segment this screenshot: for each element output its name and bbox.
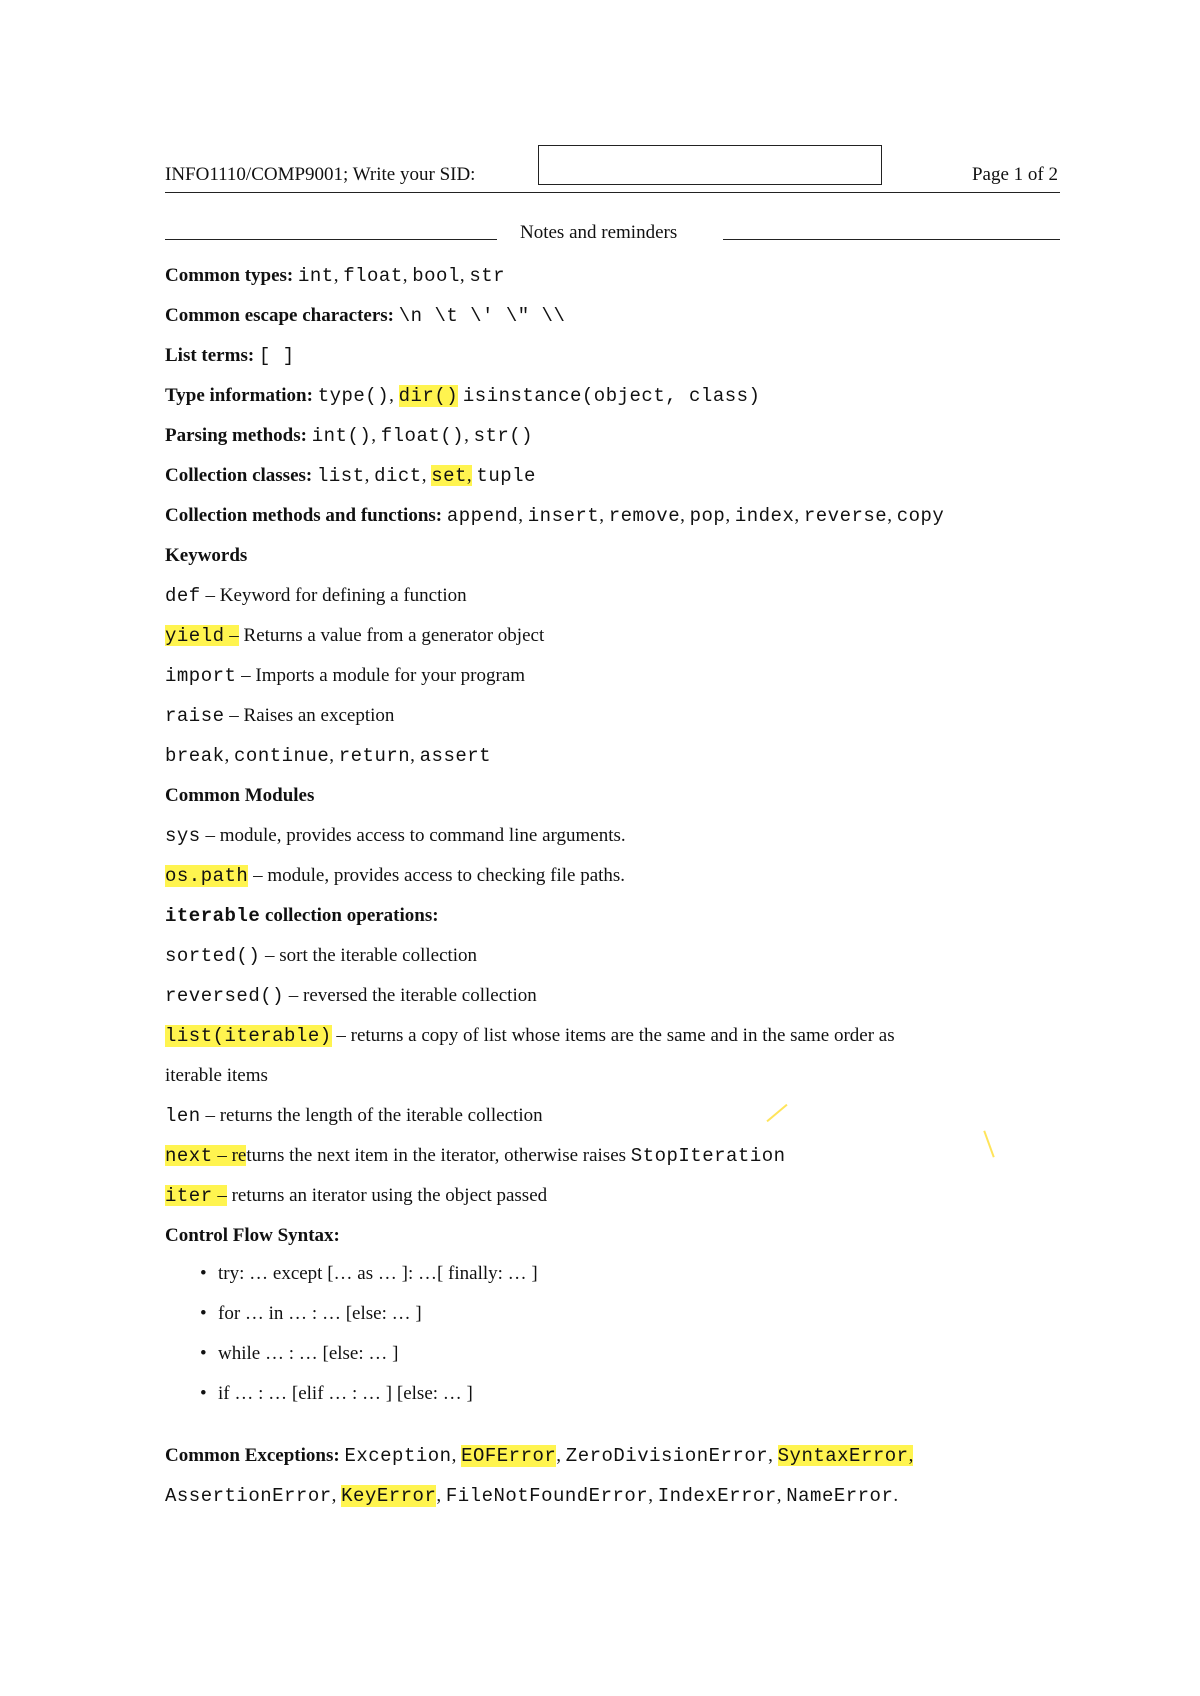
type-info-line: Type information: type(), dir() isinstance(object, class) bbox=[165, 385, 761, 407]
highlighter-stroke bbox=[983, 1131, 994, 1158]
op-sorted-line bbox=[165, 945, 477, 967]
keywords-heading-text: Keywords bbox=[165, 545, 248, 566]
op-next-desc: turns the next item in the iterator, otherwise raises bbox=[246, 1145, 627, 1166]
section-title bbox=[165, 222, 1060, 246]
module-sys-desc: – module, provides access to command line arguments. bbox=[205, 825, 626, 846]
collection-classes-line: Collection classes: list, dict, set, tuple bbox=[165, 465, 536, 487]
op-list-desc-cont: iterable items bbox=[165, 1065, 268, 1086]
module-ospath: os.path bbox=[165, 865, 249, 887]
iterable-heading-text: collection operations: bbox=[264, 905, 439, 926]
section-title-text: Notes and reminders bbox=[520, 222, 678, 243]
op-next-dash: – re bbox=[217, 1145, 247, 1166]
op-sorted: sorted() bbox=[165, 945, 261, 967]
op-len-desc: – returns the length of the iterable collection bbox=[205, 1105, 543, 1126]
keyword-raise-line bbox=[165, 705, 394, 727]
keyword-def: def bbox=[165, 585, 201, 607]
keyword-assert: assert bbox=[419, 745, 492, 767]
keyword-import: import bbox=[165, 665, 237, 687]
keyword-yield-line bbox=[165, 625, 544, 647]
modules-heading-text: Common Modules bbox=[165, 785, 315, 806]
control-flow-if: if … : … [elif … : … ] [else: … ] bbox=[218, 1383, 473, 1404]
escape-chars-value: \n \t \' \" \\ bbox=[398, 305, 566, 327]
sid-input-box[interactable] bbox=[538, 145, 882, 185]
type-float: float bbox=[343, 265, 403, 287]
keyword-others-line: break, continue, return, assert bbox=[165, 745, 492, 767]
type-info-label: Type information: bbox=[165, 385, 313, 406]
op-list-line-2 bbox=[165, 1065, 268, 1087]
exc-assertionerror: AssertionError bbox=[165, 1485, 332, 1507]
keyword-break: break bbox=[165, 745, 225, 767]
op-len-line bbox=[165, 1105, 543, 1127]
exc-indexerror: IndexError bbox=[657, 1485, 777, 1507]
iterable-heading bbox=[165, 905, 439, 927]
bullet-dot-icon: • bbox=[200, 1383, 207, 1404]
collection-methods-line: Collection methods and functions: append, insert, remove, pop, index, reverse, copy bbox=[165, 505, 945, 527]
keyword-raise-desc: – Raises an exception bbox=[229, 705, 395, 726]
op-reversed-line bbox=[165, 985, 537, 1007]
highlighter-stroke bbox=[766, 1104, 787, 1122]
type-bool: bool bbox=[412, 265, 460, 287]
module-sys-line bbox=[165, 825, 626, 847]
type-int: int bbox=[298, 265, 334, 287]
collection-methods-label: Collection methods and functions: bbox=[165, 505, 443, 526]
list-terms-line bbox=[165, 345, 295, 367]
class-dict: dict bbox=[374, 465, 422, 487]
escape-chars-line bbox=[165, 305, 565, 327]
class-list: list bbox=[316, 465, 365, 487]
op-iter-dash: – bbox=[217, 1185, 227, 1206]
iterable-heading-code: iterable bbox=[165, 905, 261, 927]
method-insert: insert bbox=[527, 505, 600, 527]
control-flow-heading bbox=[165, 1225, 340, 1247]
keyword-continue: continue bbox=[234, 745, 330, 767]
method-remove: remove bbox=[608, 505, 681, 527]
keyword-def-desc: – Keyword for defining a function bbox=[205, 585, 467, 606]
method-index: index bbox=[734, 505, 795, 527]
type-str: str bbox=[469, 265, 506, 287]
op-list-desc: – returns a copy of list whose items are the same and in the same order as bbox=[336, 1025, 895, 1046]
page-header bbox=[165, 142, 1060, 193]
collection-classes-label: Collection classes: bbox=[165, 465, 313, 486]
exc-eoferror: EOFError bbox=[461, 1445, 557, 1467]
op-next-line bbox=[165, 1145, 786, 1167]
control-flow-item bbox=[200, 1343, 398, 1365]
isinstance-func: isinstance(object, class) bbox=[462, 385, 761, 407]
keyword-yield-dash: – bbox=[229, 625, 239, 646]
control-flow-heading-text: Control Flow Syntax: bbox=[165, 1225, 340, 1246]
keyword-import-desc: – Imports a module for your program bbox=[241, 665, 526, 686]
method-reverse: reverse bbox=[803, 505, 888, 527]
exceptions-line-2: AssertionError, KeyError, FileNotFoundError, IndexError, NameError. bbox=[165, 1485, 899, 1507]
exc-syntaxerror: SyntaxError bbox=[777, 1445, 909, 1467]
exc-nameerror: NameError bbox=[786, 1485, 894, 1507]
parse-float: float() bbox=[380, 425, 465, 447]
title-rule-left bbox=[165, 239, 497, 240]
keyword-def-line bbox=[165, 585, 467, 607]
op-list: list(iterable) bbox=[165, 1025, 332, 1047]
exc-zerodivision: ZeroDivisionError bbox=[565, 1445, 769, 1467]
op-reversed: reversed() bbox=[165, 985, 285, 1007]
page-number: Page 1 of 2 bbox=[971, 164, 1058, 185]
exc-keyerror: KeyError bbox=[341, 1485, 437, 1507]
method-append: append bbox=[446, 505, 519, 527]
module-ospath-line bbox=[165, 865, 625, 887]
modules-heading bbox=[165, 785, 314, 807]
op-reversed-desc: – reversed the iterable collection bbox=[288, 985, 537, 1006]
common-types-label: Common types: bbox=[165, 265, 294, 286]
course-header: INFO1110/COMP9001; Write your SID: bbox=[165, 164, 476, 185]
op-iter-desc: returns an iterator using the object passed bbox=[231, 1185, 548, 1206]
module-sys: sys bbox=[165, 825, 201, 847]
op-next: next bbox=[165, 1145, 213, 1167]
op-next-stopiteration: StopIteration bbox=[630, 1145, 786, 1167]
control-flow-try: try: … except [… as … ]: …[ finally: … ] bbox=[218, 1263, 538, 1284]
op-list-line bbox=[165, 1025, 895, 1047]
method-copy: copy bbox=[896, 505, 945, 527]
op-sorted-desc: – sort the iterable collection bbox=[264, 945, 478, 966]
keyword-return: return bbox=[338, 745, 411, 767]
control-flow-item bbox=[200, 1383, 473, 1405]
class-set: set bbox=[431, 465, 467, 487]
control-flow-for: for … in … : … [else: … ] bbox=[218, 1303, 422, 1324]
exceptions-line-1: Common Exceptions: Exception, EOFError, ZeroDivisionError, SyntaxError, bbox=[165, 1445, 914, 1467]
keyword-raise: raise bbox=[165, 705, 225, 727]
class-tuple: tuple bbox=[476, 465, 536, 487]
control-flow-while: while … : … [else: … ] bbox=[218, 1343, 399, 1364]
op-iter: iter bbox=[165, 1185, 213, 1207]
exc-exception: Exception bbox=[344, 1445, 452, 1467]
parsing-label: Parsing methods: bbox=[165, 425, 307, 446]
exceptions-label: Common Exceptions: bbox=[165, 1445, 340, 1466]
control-flow-item bbox=[200, 1263, 538, 1285]
bullet-dot-icon: • bbox=[200, 1343, 207, 1364]
op-iter-line bbox=[165, 1185, 547, 1207]
parsing-line: Parsing methods: int(), float(), str() bbox=[165, 425, 534, 447]
bullet-dot-icon: • bbox=[200, 1303, 207, 1324]
bullet-dot-icon: • bbox=[200, 1263, 207, 1284]
keyword-import-line bbox=[165, 665, 525, 687]
escape-chars-label: Common escape characters: bbox=[165, 305, 394, 326]
module-ospath-desc: – module, provides access to checking file paths. bbox=[253, 865, 626, 886]
keyword-yield: yield bbox=[165, 625, 225, 647]
dir-func: dir() bbox=[398, 385, 459, 407]
control-flow-item bbox=[200, 1303, 422, 1325]
keyword-yield-desc: Returns a value from a generator object bbox=[243, 625, 545, 646]
exc-filenotfound: FileNotFoundError bbox=[445, 1485, 649, 1507]
op-len: len bbox=[165, 1105, 201, 1127]
keywords-heading bbox=[165, 545, 247, 567]
parse-str: str() bbox=[473, 425, 534, 447]
method-pop: pop bbox=[689, 505, 726, 527]
common-types-line: Common types: int, float, bool, str bbox=[165, 265, 506, 287]
list-terms-value: [ ] bbox=[258, 345, 295, 367]
type-func: type() bbox=[317, 385, 390, 407]
title-rule-right bbox=[723, 239, 1060, 240]
parse-int: int() bbox=[311, 425, 372, 447]
list-terms-label: List terms: bbox=[165, 345, 255, 366]
